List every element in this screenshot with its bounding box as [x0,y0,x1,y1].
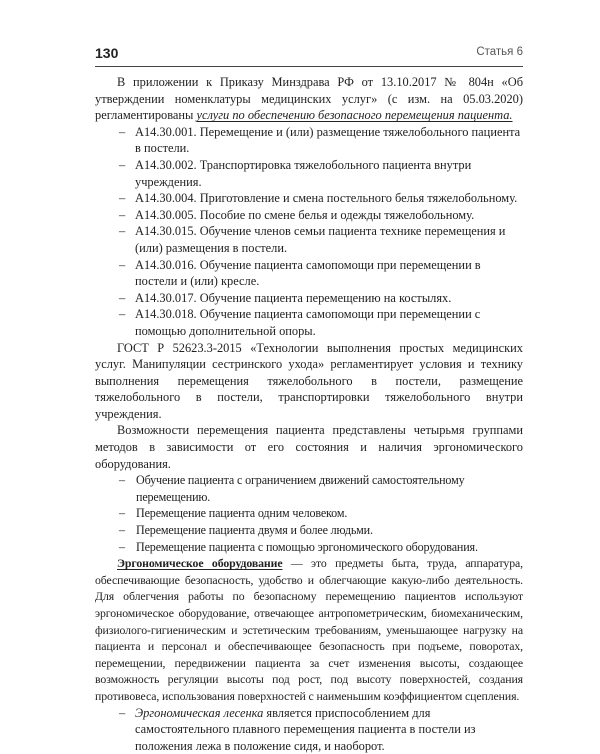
equipment-term: Эргономическое оборудование [117,556,283,571]
list-item [95,306,523,339]
equipment-list [95,705,523,754]
method-item: Обучение пациента с ограничением движений самостоятельному перемещению. [136,473,465,504]
list-dash: – [119,157,126,172]
list-dash: – [119,506,125,521]
list-item [95,505,523,522]
equipment-paragraph [95,555,523,704]
list-dash: – [119,124,126,139]
service-item: А14.30.017. Обучение пациента перемещению на костылях. [135,290,452,305]
service-item: А14.30.018. Обучение пациента самопомощи при перемещении с помощью дополнительной опоры. [135,307,481,338]
intro-emphasis: услуги по обеспечению безопасного перемещения пациента. [196,108,513,123]
list-item [95,190,523,207]
services-list [95,124,523,340]
list-item [95,124,523,157]
list-dash: – [119,191,126,206]
gost-paragraph: ГОСТ Р 52623.3-2015 «Технологии выполнения простых медицинских услуг. Манипуляции сестринского ухода» регламентирует условия и технику выполнения перемещения тяжелобольного в постели, размещение тяжелобольного в постели, транспортировки тяжелобольного внутри учреждения. [95,340,523,421]
list-dash: – [119,523,125,538]
list-item [95,223,523,256]
ladder-text: является приспособлением для самостоятельного плавного перемещения пациента в постели из положения лежа в положение сидя, и наоборот. [135,705,476,753]
running-header [95,44,523,67]
intro-text: В приложении к Приказу Минздрава РФ от 13.10.2017 № 804н «Об утверждении номенклатуры медицинских услуг» (с изм. на 05.03.2020) регламентированы [95,75,523,123]
list-item [95,257,523,290]
methods-intro-paragraph: Возможности перемещения пациента представлены четырьмя группами методов в зависимости от его состояния и наличия эргономического оборудования. [95,423,523,471]
list-dash: – [119,257,126,272]
list-dash: – [119,290,126,305]
list-dash: – [119,307,126,322]
service-item: А14.30.001. Перемещение и (или) размещение тяжелобольного пациента в постели. [135,124,521,156]
list-dash: – [119,224,126,239]
body-text [95,74,523,754]
service-item: А14.30.016. Обучение пациента самопомощи при перемещении в постели и (или) кресле. [135,257,481,289]
service-item: А14.30.004. Приготовление и смена постельного белья тяжелобольному. [135,191,518,206]
service-item: А14.30.002. Транспортировка тяжелобольного пациента внутри учреждения. [135,157,472,189]
method-item: Перемещение пациента одним человеком. [136,506,348,521]
list-item [95,290,523,307]
list-dash: – [119,539,125,554]
page-number: 130 [95,45,119,61]
list-item [95,539,523,556]
intro-paragraph [95,74,523,124]
service-item: А14.30.005. Пособие по смене белья и одежды тяжелобольному. [135,207,475,222]
list-dash: – [119,473,125,488]
list-item [95,157,523,190]
methods-list [95,472,523,555]
list-item [95,522,523,539]
service-item: А14.30.015. Обучение членов семьи пациента технике перемещения и (или) размещения в постели. [135,224,506,255]
list-item [95,472,523,505]
ladder-term: Эргономическая лесенка [135,705,264,720]
method-item: Перемещение пациента с помощью эргономического оборудования. [136,539,478,554]
list-item [95,705,523,754]
equipment-definition: — это предметы быта, труда, аппаратура, обеспечивающие безопасность, удобство и облегчающие какую-либо деятельность. Для облегчения работы по безопасному перемещению пациентов используют эргономическое оборудование, отвечающее антропометрическим, биомеханическим, физиолого-гигиеническим и эстетическим требованиям, уменьшающее нагрузку на пациента и персонал и обеспечивающее безопасность при подъеме, поворотах, перемещении, передвижении пациента за счет изменения высоты, создающее возможность регуляции высоты под рост, под высоту поверхностей, создания противовеса, использования поверхностей с наименьшим коэффициентом сцепления. [95,556,523,703]
list-dash: – [119,705,126,720]
list-item [95,207,523,224]
method-item: Перемещение пациента двумя и более людьми. [136,523,373,538]
list-dash: – [119,207,126,222]
chapter-label: Статья 6 [476,46,523,58]
